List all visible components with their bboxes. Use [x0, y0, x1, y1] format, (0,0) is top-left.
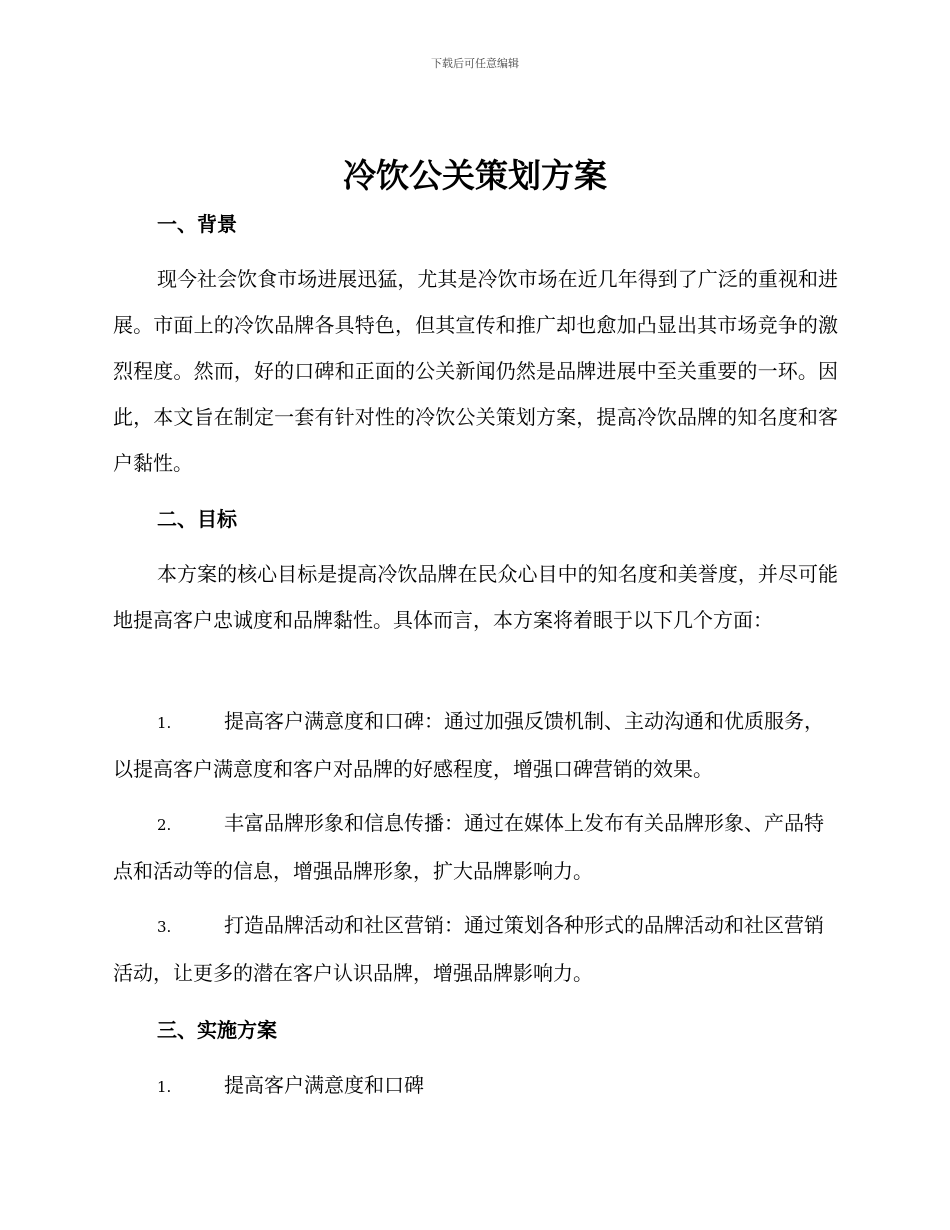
list-item-text: 打造品牌活动和社区营销：通过策划各种形式的品牌活动和社区营销活动，让更多的潜在客户认识品牌，增强品牌影响力。 — [113, 913, 824, 985]
list-item-text: 丰富品牌形象和信息传播：通过在媒体上发布有关品牌形象、产品特点和活动等的信息，增强品牌形象，扩大品牌影响力。 — [113, 811, 824, 883]
paragraph-background: 现今社会饮食市场进展迅猛，尤其是冷饮市场在近几年得到了广泛的重视和进展。市面上的冷饮品牌各具特色，但其宣传和推广却也愈加凸显出其市场竞争的激烈程度。然而，好的口碑和正面的公关新闻仍然是品牌进展中至关重要的一环。因此，本文旨在制定一套有针对性的冷饮公关策划方案，提高冷饮品牌的知名度和客户黏性。 — [113, 267, 838, 475]
list-item — [113, 800, 838, 894]
page-header-note: 下载后可任意编辑 — [431, 57, 519, 70]
section-heading-goals: 二、目标 — [157, 507, 237, 531]
document-title: 冷饮公关策划方案 — [343, 156, 607, 195]
list-item-number: 1. — [157, 1078, 172, 1096]
list-item-number: 3. — [157, 918, 172, 936]
list-item-number: 1. — [157, 714, 172, 732]
list-item-text: 提高客户满意度和口碑：通过加强反馈机制、主动沟通和优质服务，以提高客户满意度和客户对品牌的好感程度，增强口碑营销的效果。 — [113, 709, 824, 781]
list-item-number: 2. — [157, 816, 172, 834]
section-heading-implementation: 三、实施方案 — [157, 1018, 277, 1042]
list-item — [113, 698, 838, 792]
paragraph-goals: 本方案的核心目标是提高冷饮品牌在民众心目中的知名度和美誉度，并尽可能地提高客户忠诚度和品牌黏性。具体而言，本方案将着眼于以下几个方面： — [113, 562, 838, 632]
list-item — [113, 902, 838, 996]
list-item-text: 提高客户满意度和口碑 — [224, 1073, 424, 1097]
section-heading-background: 一、背景 — [157, 212, 237, 236]
list-item — [113, 1062, 424, 1110]
